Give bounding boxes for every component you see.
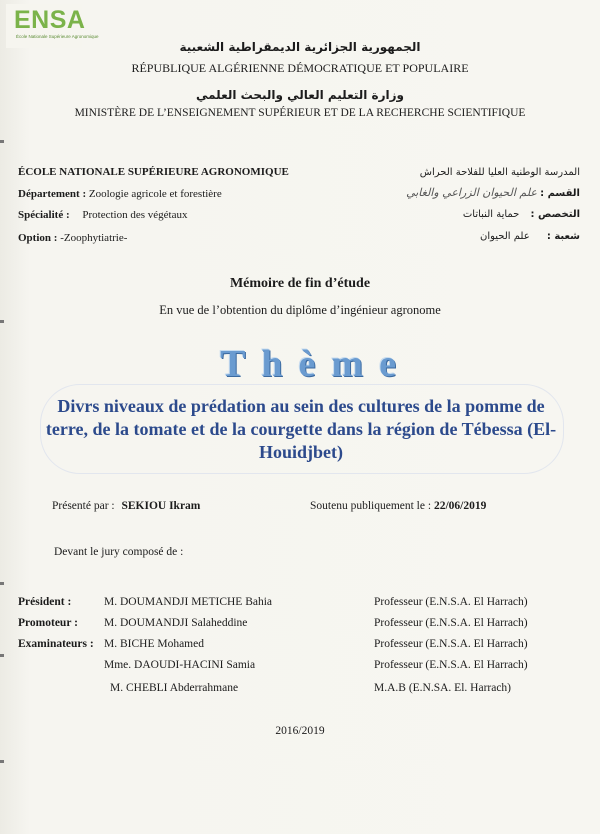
republic-arabic: الجمهورية الجزائرية الديمقراطية الشعبية [179,40,421,54]
option-label-arabic: شعبة : [546,231,580,242]
scan-mark [0,582,4,585]
specialty-value-arabic: حماية النباتات [462,209,520,220]
memoir-title: Mémoire de fin d’étude [229,276,371,291]
presented-label: Présenté par : [52,500,115,512]
defended-row [310,500,486,512]
logo-subtitle: École Nationale Supérieure Agronomique [16,34,99,39]
republic-french: RÉPUBLIQUE ALGÉRIENNE DÉMOCRATIQUE ET POPULAIRE [131,61,469,75]
scan-mark [0,760,4,763]
jury-name: M. DOUMANDJI METICHE Bahia [104,596,273,608]
option-label: Option : [18,232,58,244]
department-label-arabic: القسم : [540,188,580,199]
school-name-arabic: المدرسة الوطنية العليا للفلاحة الحراش [419,167,580,178]
specialty-label-arabic: التخصص : [530,209,580,220]
option-value: -Zoophytiatrie- [60,232,128,244]
jury-name: M. CHEBLI Abderrahmane [110,682,239,694]
defended-label: Soutenu publiquement le : [310,500,432,512]
jury-role: Promoteur : [18,617,78,629]
department-row [18,188,222,200]
specialty-row [18,209,187,221]
jury-title: Professeur (E.N.S.A. El Harrach) [374,659,528,671]
jury-title: Professeur (E.N.S.A. El Harrach) [374,596,528,608]
presented-name: SEKIOU Ikram [121,500,201,512]
department-value-arabic: علم الحيوان الزراعي والغابي [406,186,537,199]
subject-title: Divrs niveaux de prédation au sein des cultures de la pomme de terre, de la tomate et de la courgette dans la région de Tébessa (El-Houidjbet) [45,396,557,462]
department-value: Zoologie agricole et forestière [88,188,222,200]
jury-role: Examinateurs : [18,638,94,650]
presented-row [52,500,200,512]
jury-title: Professeur (E.N.S.A. El Harrach) [374,638,528,650]
department-row-arabic [406,186,580,199]
scan-mark [0,140,4,143]
academic-year: 2016/2019 [275,725,325,737]
memoir-subtitle: En vue de l’obtention du diplôme d’ingénieur agronome [159,303,441,317]
ministry-arabic: وزارة التعليم العالي والبحث العلمي [195,88,405,102]
specialty-label: Spécialité : [18,209,70,221]
jury-intro: Devant le jury composé de : [54,546,184,558]
option-row [18,232,127,244]
department-label: Département : [18,188,87,200]
specialty-row-arabic [463,209,580,220]
option-row-arabic [480,231,580,242]
theme-heading: Thème [220,343,412,385]
ministry-french: MINISTÈRE DE L’ENSEIGNEMENT SUPÉRIEUR ET DE LA RECHERCHE SCIENTIFIQUE [74,107,526,119]
school-name: ÉCOLE NATIONALE SUPÉRIEURE AGRONOMIQUE [18,166,289,178]
defended-date: 22/06/2019 [433,500,487,512]
jury-title: Professeur (E.N.S.A. El Harrach) [374,617,528,629]
specialty-value: Protection des végétaux [82,209,188,221]
scan-mark [0,654,4,657]
jury-name: M. DOUMANDJI Salaheddine [104,617,248,629]
jury-role: Président : [18,596,72,608]
jury-name: Mme. DAOUDI-HACINI Samia [104,659,256,671]
jury-name: M. BICHE Mohamed [104,638,204,650]
option-value-arabic: علم الحيوان [480,231,530,242]
scan-mark [0,320,4,323]
logo-name: ENSA [14,6,86,34]
jury-title: M.A.B (E.N.SA. El. Harrach) [374,682,512,694]
